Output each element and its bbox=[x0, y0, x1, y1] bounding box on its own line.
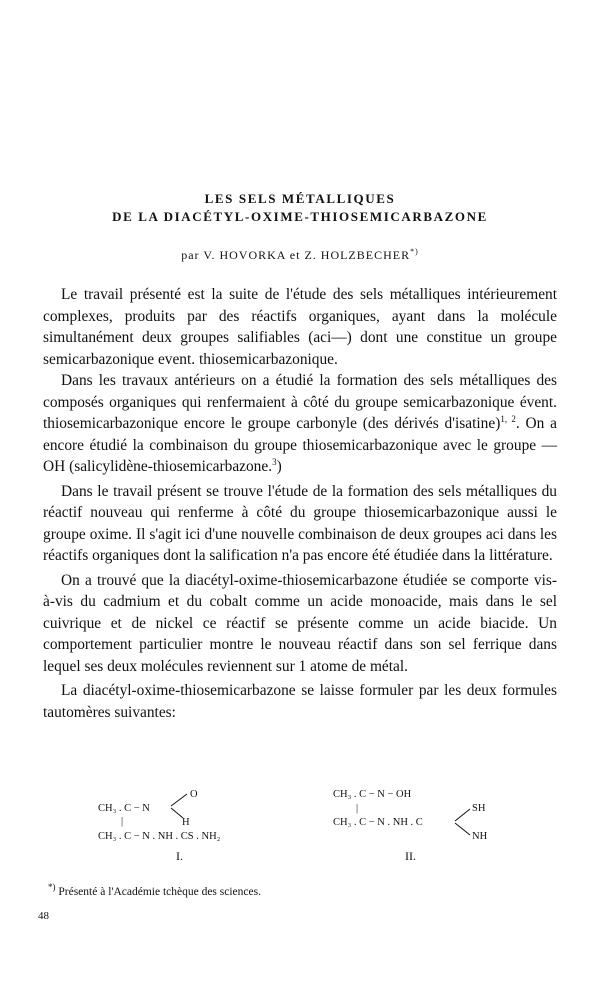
paragraph-2-text-c: ) bbox=[276, 458, 282, 475]
footnote-separator bbox=[48, 876, 108, 878]
article-title-line-1: LES SELS MÉTALLIQUES bbox=[204, 191, 396, 206]
paragraph-2-text-b: . On a encore étudié la combinaison du groupe thiosemicarbazonique avec le groupe —OH (salicylidène-thiosemicarbazone. bbox=[43, 415, 557, 475]
formula-I-oxygen: O bbox=[190, 789, 198, 800]
formula-II-label: II. bbox=[405, 849, 416, 863]
reference-mark-3: 3 bbox=[272, 456, 277, 467]
author-names: par V. HOVORKA et Z. HOLZBECHER bbox=[181, 248, 411, 262]
formula-I-row-2: CH₃ . C − N . NH . CS . NH₂ bbox=[98, 831, 221, 842]
article-body bbox=[43, 284, 557, 723]
paragraph-2 bbox=[43, 370, 557, 478]
footnote-text: Présenté à l'Académie tchèque des sciences. bbox=[58, 886, 261, 898]
formula-II-row-2: CH₃ . C − N . NH . C bbox=[333, 817, 423, 828]
formula-I-hydrogen: H bbox=[182, 817, 190, 828]
page-number: 48 bbox=[38, 910, 49, 922]
formula-I-label: I. bbox=[176, 849, 183, 863]
byline bbox=[0, 248, 600, 263]
paragraph-2-text-a: Dans les travaux antérieurs on a étudié la formation des sels métalliques des composés organiques qui renfermaient à côté du groupe semicarbazonique évent. thiosemicarbazonique encore le groupe carbonyle (des dérivés d'isatine) bbox=[43, 372, 557, 432]
formula-I-bond-bar: | bbox=[121, 816, 124, 827]
formula-II-sh: SH bbox=[472, 803, 486, 814]
formula-I-row-1: CH₃ . C − N bbox=[98, 803, 150, 814]
formula-II-nh: NH bbox=[472, 831, 488, 842]
byline-footnote-mark: *) bbox=[410, 247, 419, 256]
paragraph-4: On a trouvé que la diacétyl-oxime-thiosemicarbazone étudiée se comporte vis-à-vis du cadmium et du cobalt comme un acide monoacide, mais dans le sel cuivrique et de nickel ce réactif se présente comme un acide biacide. Un comportement particulier montre le nouveau réactif dans son sel ferrique dans lequel ses deux molécules reviennent sur 1 atome de métal. bbox=[43, 571, 557, 675]
formula-II-row-1: CH₃ . C − N − OH bbox=[333, 789, 412, 800]
paragraph-1: Le travail présenté est la suite de l'étude des sels métalliques intérieurement complexes, produits par des réactifs organiques, ayant dans la molécule simultanément deux groupes salifiables (aci—) dont une constitue un groupe semicarbazonique event. thiosemicarbazonique. bbox=[43, 286, 557, 368]
footnote bbox=[48, 882, 548, 898]
paragraph-3: Dans le travail présent se trouve l'étude de la formation des sels métalliques du réactif nouveau qui renferme à côté du groupe thiosemicarbazonique aussi le groupe oxime. Il s'agit ici d'une nouvelle combinaison de deux groupes aci dans les réactifs organiques dont la salification n'a pas encore été étudiée dans la littérature. bbox=[43, 482, 557, 564]
reference-mark-1-2: 1, 2 bbox=[500, 413, 516, 424]
footnote-mark: *) bbox=[48, 882, 56, 893]
article-title-line-2: DE LA DIACÉTYL-OXIME-THIOSEMICARBAZONE bbox=[112, 209, 488, 224]
formula-II-bond-bar: | bbox=[356, 803, 359, 814]
paragraph-5: La diacétyl-oxime-thiosemicarbazone se laisse formuler par les deux formules tautomères suivantes: bbox=[43, 682, 557, 721]
